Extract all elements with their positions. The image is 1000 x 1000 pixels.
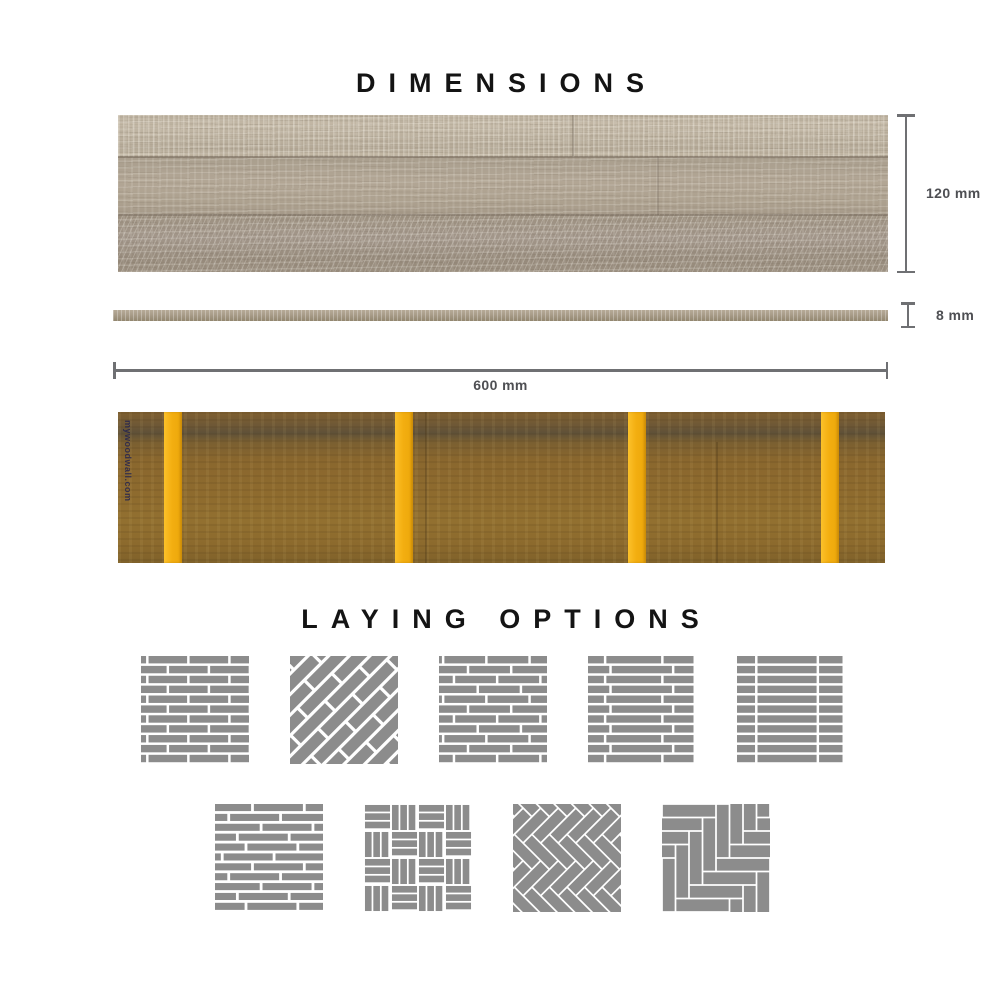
adhesive-strip <box>821 412 839 563</box>
height-dimension-label: 120 mm <box>926 185 981 201</box>
dimension-cap <box>897 271 915 274</box>
dimension-line <box>907 302 910 328</box>
thickness-dimension-label: 8 mm <box>936 307 975 323</box>
plank-seam <box>425 412 427 563</box>
diagonal-running-bond-pattern-tile <box>286 652 402 768</box>
basketweave-pattern-tile <box>360 800 476 916</box>
adhesive-strip <box>628 412 646 563</box>
laying-options-title: LAYING OPTIONS <box>301 604 712 634</box>
dimensions-title: DIMENSIONS <box>355 68 658 98</box>
square-herringbone-pattern-tile <box>658 800 774 916</box>
brand-watermark: mywoodwall.com <box>123 420 133 502</box>
staggered-plank-bond-pattern-tile <box>584 652 700 768</box>
thickness-dimension-marker <box>901 302 915 328</box>
plank-front-view <box>118 115 888 272</box>
diagonal-herringbone-pattern-tile <box>509 800 625 916</box>
laying-patterns-row-2 <box>211 800 774 916</box>
running-bond-varied-offset-pattern-tile <box>435 652 551 768</box>
width-dimension-label: 600 mm <box>473 377 528 393</box>
stack-bond-pattern-tile <box>733 652 849 768</box>
plank-seam <box>118 214 888 216</box>
random-bond-pattern-tile <box>211 800 327 916</box>
dimension-line <box>905 114 908 273</box>
plank-seam <box>657 156 659 216</box>
plank-seam <box>572 115 574 156</box>
plank-seam <box>716 442 718 563</box>
plank-front-bottom-board-texture <box>118 214 888 272</box>
dimension-cap <box>901 326 915 329</box>
plank-side-view <box>113 310 888 321</box>
laying-patterns-row-1 <box>137 652 849 768</box>
adhesive-strip <box>395 412 413 563</box>
dimension-line <box>113 369 888 372</box>
plank-front-top-board-texture <box>118 115 888 157</box>
running-bond-half-offset-pattern-tile <box>137 652 253 768</box>
adhesive-strip <box>164 412 182 563</box>
plank-seam <box>118 156 888 158</box>
height-dimension-marker <box>897 114 915 273</box>
plank-back-view <box>118 412 885 563</box>
